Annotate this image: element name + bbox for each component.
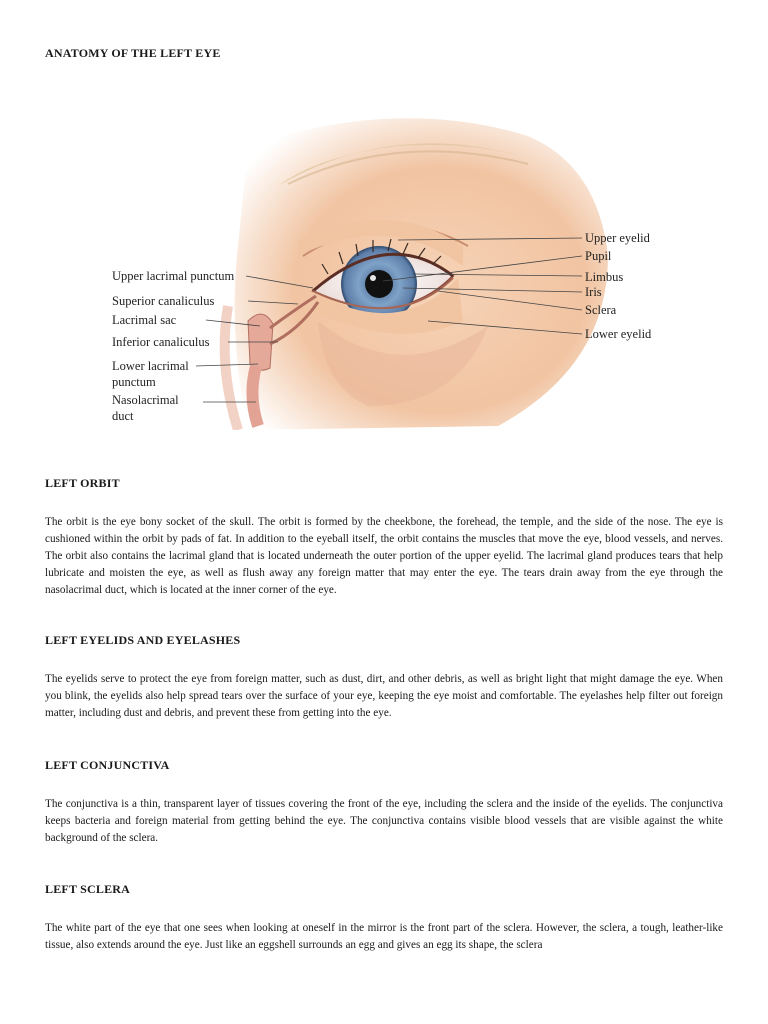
label-upper-eyelid: Upper eyelid [585,231,650,245]
document-title: ANATOMY OF THE LEFT EYE [45,46,221,60]
label-iris: Iris [585,285,602,299]
section-left-conjunctiva [45,758,723,847]
label-inferior-canaliculus: Inferior canaliculus [112,335,210,349]
label-pupil: Pupil [585,249,612,263]
nasolacrimal-duct [252,366,258,426]
label-superior-canaliculus: Superior canaliculus [112,294,215,308]
label-duct: duct [112,409,134,423]
label-lacrimal-sac: Lacrimal sac [112,313,177,327]
section-left-orbit [45,476,723,599]
section-paragraph: The conjunctiva is a thin, transparent layer of tissues covering the front of the eye, including the sclera and the inside of the eyelids. The conjunctiva keeps bacteria and foreign material from getting behind the eye. The conjunctiva contains visible blood vessels that are visible against the white background of the sclera. [45,798,723,844]
label-upper-lacrimal-punctum: Upper lacrimal punctum [112,269,235,283]
eye-illustration [98,106,670,430]
section-heading: LEFT CONJUNCTIVA [45,758,170,772]
label-lower-eyelid: Lower eyelid [585,327,652,341]
eye-anatomy-figure [98,106,670,430]
label-lower-lacrimal: Lower lacrimal [112,359,189,373]
label-limbus: Limbus [585,270,624,284]
section-paragraph: The orbit is the eye bony socket of the skull. The orbit is formed by the cheekbone, the forehead, the temple, and the side of the nose. The eye is cushioned within the orbit by pads of fat. In addition to the eyeball itself, the orbit contains the muscles that move the eye, blood vessels, and nerves. The orbit also contains the lacrimal gland that is located underneath the outer portion of the upper eyelid. The lacrimal gland produces tears that help lubricate and moisten the eye, as well as flush away any foreign matter that may enter the eye. The tears drain away from the eye through the nasolacrimal duct, which is located at the inner corner of the eye. [45,516,723,596]
section-heading: LEFT EYELIDS AND EYELASHES [45,633,241,647]
label-punctum: punctum [112,375,156,389]
pupil [365,270,393,298]
section-paragraph: The eyelids serve to protect the eye from foreign matter, such as dust, dirt, and other debris, as well as bright light that might damage the eye. When you blink, the eyelids also help spread tears over the surface of your eye, keeping the eye moist and comfortable. The eyelashes help filter out foreign matter, including dust and debris, and prevent these from getting into the eye. [45,673,723,719]
label-nasolacrimal: Nasolacrimal [112,393,179,407]
section-heading: LEFT ORBIT [45,476,120,490]
section-left-eyelids-and-eyelashes [45,633,723,722]
label-sclera: Sclera [585,303,617,317]
section-paragraph: The white part of the eye that one sees when looking at oneself in the mirror is the front part of the sclera. However, the sclera, a tough, leather-like tissue, also extends around the eye. Just like an eggshell surrounds an egg and gives an egg its shape, the sclera [45,922,723,951]
section-left-sclera [45,882,723,954]
section-heading: LEFT SCLERA [45,882,131,896]
